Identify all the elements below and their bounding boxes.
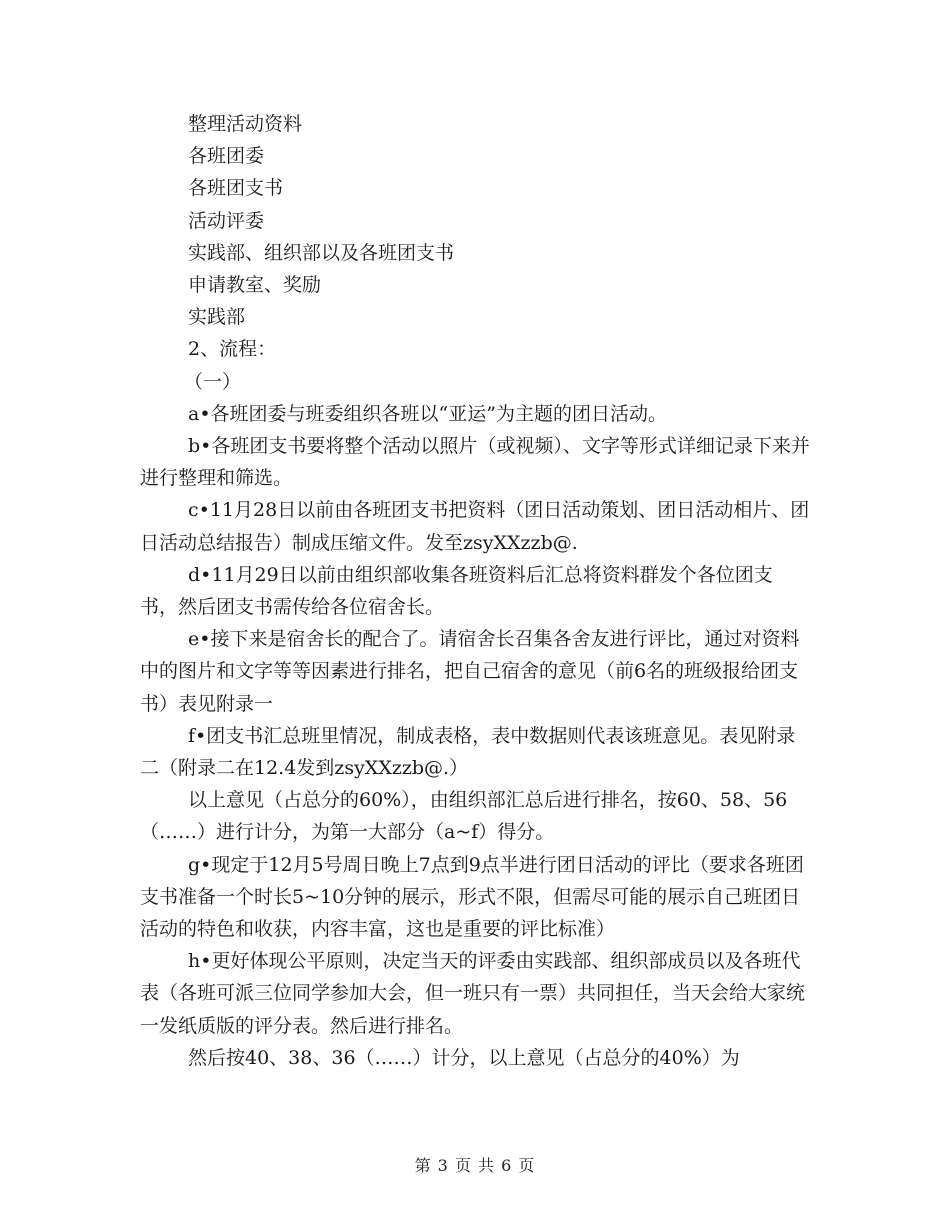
paragraph-b: b•各班团支书要将整个活动以照片（或视频）、文字等形式详细记录下来并进行整理和筛选。 xyxy=(140,435,810,490)
paragraph-a: a•各班团委与班委组织各班以“亚运”为主题的团日活动。 xyxy=(188,402,667,425)
page-number-footer: 第 3 页 共 6 页 xyxy=(414,1156,536,1175)
text-line: 申请教室、奖励 xyxy=(188,274,322,297)
sub-section-marker: （一） xyxy=(184,370,242,393)
text-line: 实践部 xyxy=(188,306,246,329)
paragraph-score-part-two: 然后按40、38、36（……）计分，以上意见（占总分的40%）为 xyxy=(188,1046,740,1069)
text-line: 实践部、组织部以及各班团支书 xyxy=(188,241,455,264)
text-line: 各班团支书 xyxy=(188,177,284,200)
text-line: 各班团委 xyxy=(188,145,265,168)
paragraph-h: h•更好体现公平原则，决定当天的评委由实践部、组织部成员以及各班代表（各班可派三位同学参加大会，但一班只有一票）共同担任，当天会给大家统一发纸质版的评分表。然后进行排名。 xyxy=(140,950,806,1037)
text-line: 活动评委 xyxy=(188,209,265,232)
paragraph-score-part-one: 以上意见（占总分的60%），由组织部汇总后进行排名，按60、58、56（……）进行计分，为第一大部分（a~f）得分。 xyxy=(140,789,788,844)
document-body xyxy=(140,108,810,1074)
section-heading: 2、流程： xyxy=(188,338,277,361)
paragraph-d: d•11月29日以前由组织部收集各班资料后汇总将资料群发个各位团支书，然后团支书需传给各位宿舍长。 xyxy=(140,563,773,619)
paragraph-e: e•接下来是宿舍长的配合了。请宿舍长召集各舍友进行评比，通过对资料中的图片和文字等等因素进行排名，把自己宿舍的意见（前6名的班级报给团支书）表见附录一 xyxy=(140,628,800,715)
text-line: 整理活动资料 xyxy=(188,113,303,135)
paragraph-f: f•团支书汇总班里情况，制成表格，表中数据则代表该班意见。表见附录二（附录二在12.4发到zsyXXzzb@.） xyxy=(140,724,796,780)
paragraph-c: c•11月28日以前由各班团支书把资料（团日活动策划、团日活动相片、团日活动总结报告）制成压缩文件。发至zsyXXzzb@. xyxy=(140,499,810,554)
paragraph-g: g•现定于12月5号周日晚上7点到9点半进行团日活动的评比（要求各班团支书准备一个时长5~10分钟的展示，形式不限，但需尽可能的展示自己班团日活动的特色和收获，内容丰富，这也是重要的评比标准） xyxy=(140,853,804,941)
